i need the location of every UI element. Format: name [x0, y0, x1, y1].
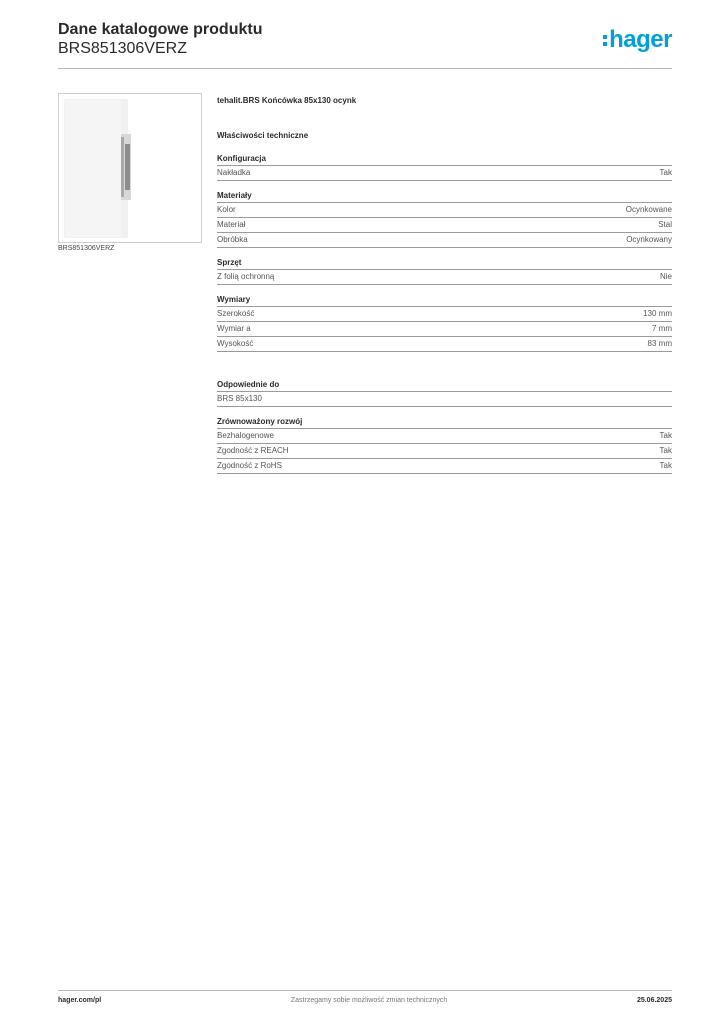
footer-website-link[interactable]: hager.com/pl	[58, 997, 102, 1004]
spec-label: BRS 85x130	[217, 394, 262, 403]
spec-row	[217, 203, 672, 218]
page-footer	[58, 997, 672, 1004]
spec-value: Tak	[659, 461, 672, 470]
spec-label: Nakładka	[217, 168, 251, 177]
spec-row	[217, 307, 672, 322]
image-caption: BRS851306VERZ	[58, 245, 115, 252]
spec-label: Z folią ochronną	[217, 272, 275, 281]
spec-label: Zgodność z REACH	[217, 446, 289, 455]
spec-row	[217, 270, 672, 285]
footer-divider	[58, 990, 672, 991]
spec-value: Tak	[659, 431, 672, 440]
group-materialy	[217, 191, 672, 248]
group-title: Zrównoważony rozwój	[217, 417, 672, 429]
spec-value: Tak	[659, 446, 672, 455]
footer-date: 25.06.2025	[636, 997, 672, 1004]
header-divider	[58, 68, 672, 69]
spec-row	[217, 459, 672, 474]
spec-label: Szerokość	[217, 309, 255, 318]
spec-label: Obróbka	[217, 235, 248, 244]
group-title: Wymiary	[217, 295, 672, 307]
group-title: Konfiguracja	[217, 154, 672, 166]
spec-row	[217, 392, 672, 407]
product-image	[58, 93, 202, 243]
spec-row	[217, 444, 672, 459]
group-sprzet	[217, 258, 672, 285]
spec-value: 130 mm	[643, 309, 672, 318]
spec-value: 83 mm	[647, 339, 672, 348]
spec-row	[217, 337, 672, 352]
hager-logo	[603, 28, 672, 52]
document-title: Dane katalogowe produktu	[58, 21, 263, 38]
spec-value: Ocynkowane	[625, 205, 672, 214]
spec-row	[217, 166, 672, 181]
group-zrownowazony	[217, 417, 672, 474]
spec-row	[217, 429, 672, 444]
spec-row	[217, 233, 672, 248]
section-title: Właściwości techniczne	[217, 131, 309, 140]
spec-label: Bezhalogenowe	[217, 431, 274, 440]
spec-row	[217, 218, 672, 233]
product-code: BRS851306VERZ	[58, 40, 187, 57]
spec-value: Ocynkowany	[626, 235, 672, 244]
spec-value: Stal	[658, 220, 672, 229]
section-spacer	[217, 362, 672, 380]
spec-label: Wysokość	[217, 339, 254, 348]
spec-value: 7 mm	[652, 324, 672, 333]
document-header	[58, 20, 262, 58]
product-title: tehalit.BRS Końcówka 85x130 ocynk	[217, 96, 357, 105]
spec-label: Wymiar a	[217, 324, 251, 333]
group-wymiary	[217, 295, 672, 352]
logo-dots	[603, 35, 607, 46]
logo-text: hager	[609, 26, 672, 53]
group-title: Materiały	[217, 191, 672, 203]
group-title: Sprzęt	[217, 258, 672, 270]
group-title: Odpowiednie do	[217, 380, 672, 392]
group-konfiguracja	[217, 154, 672, 181]
spec-content	[217, 96, 672, 484]
spec-label: Zgodność z RoHS	[217, 461, 282, 470]
spec-value: Nie	[659, 272, 672, 281]
spec-row	[217, 322, 672, 337]
spec-label: Kolor	[217, 205, 236, 214]
spec-value: Tak	[659, 168, 672, 177]
footer-disclaimer: Zastrzegamy sobie możliwość zmian technicznych	[290, 997, 448, 1004]
group-odpowiednie	[217, 380, 672, 407]
spec-label: Materiał	[217, 220, 246, 229]
